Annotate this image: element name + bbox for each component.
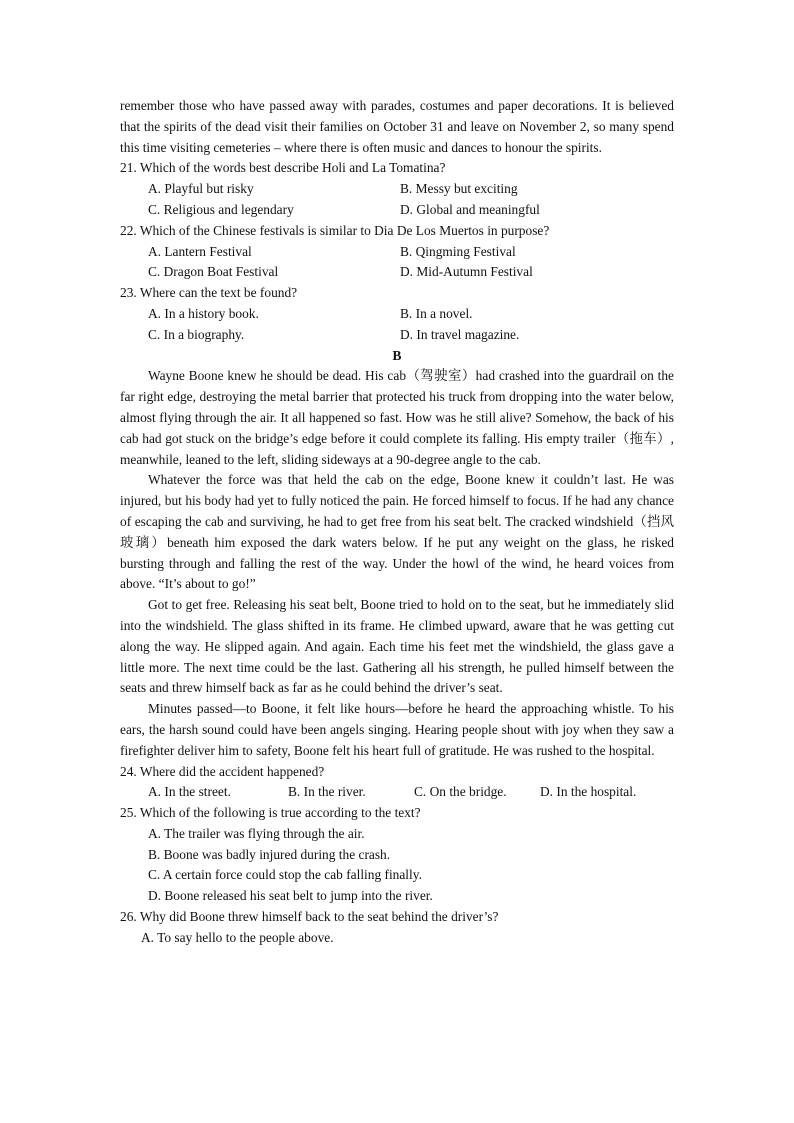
option-d: D. In the hospital.	[540, 784, 637, 800]
option-a: A. In the street.	[148, 784, 231, 800]
option-c: C. Dragon Boat Festival	[148, 264, 279, 280]
question-stem: 22. Which of the Chinese festivals is similar to Dia De Los Muertos in purpose?	[120, 222, 550, 238]
option-c: C. In a biography.	[148, 326, 245, 342]
question-stem: 23. Where can the text be found?	[120, 285, 298, 301]
question-26	[120, 907, 674, 949]
option-b: B. Messy but exciting	[400, 181, 518, 197]
option-c: C. On the bridge.	[414, 784, 507, 800]
options-row	[120, 782, 674, 803]
option-b: B. Qingming Festival	[400, 243, 516, 259]
question-23	[120, 283, 674, 345]
question-22	[120, 221, 674, 283]
passage-paragraph-1: Wayne Boone knew he should be dead. His cab（驾驶室）had crashed into the guardrail on the far right edge, destroying the metal barrier that protected his truck from dropping into the water below, almost flying through the air. It all happened so fast. How was he still alive? Somehow, the back of his cab had got stuck on the bridge’s edge before it could complete its falling. His empty trailer（拖车）, meanwhile, leaned to the left, sliding sideways at a 90-degree angle to the cab.	[120, 368, 674, 467]
option-b: B. In the river.	[288, 784, 366, 800]
options-grid	[120, 242, 674, 284]
passage-paragraph-3: Got to get free. Releasing his seat belt, Boone tried to hold on to the seat, but he immediately slid into the windshield. The glass shifted in its frame. He climbed upward, aware that he was getting cut along the way. He slipped again. And again. Each time his feet met the windshield, the glass gave a little more. The next time could be the last. Gathering all his strength, he pulled himself between the seats and threw himself back as far as he could behind the driver’s seat.	[120, 597, 674, 696]
option-d: D. Mid-Autumn Festival	[400, 264, 533, 280]
document-page	[120, 96, 674, 949]
question-25	[120, 803, 674, 907]
option-d: D. Boone released his seat belt to jump into the river.	[148, 888, 433, 904]
question-24	[120, 762, 674, 804]
question-stem: 25. Which of the following is true according to the text?	[120, 805, 421, 821]
option-a: A. Lantern Festival	[148, 243, 252, 259]
options-grid	[120, 179, 674, 221]
option-a: A. To say hello to the people above.	[141, 929, 334, 945]
question-stem: 24. Where did the accident happened?	[120, 763, 325, 779]
passage-paragraph-4: Minutes passed—to Boone, it felt like hours—before he heard the approaching whistle. To his ears, the harsh sound could have been angels singing. Hearing people shout with joy when they saw a firefighter deliver him to safety, Boone felt his heart full of gratitude. He was rushed to the hospital.	[120, 701, 674, 758]
option-d: D. Global and meaningful	[400, 201, 540, 217]
section-b-heading: B	[392, 347, 402, 363]
options-grid	[120, 304, 674, 346]
option-b: B. In a novel.	[400, 305, 473, 321]
option-c: C. Religious and legendary	[148, 201, 294, 217]
option-a: A. The trailer was flying through the air.	[148, 825, 365, 841]
option-a: A. Playful but risky	[148, 181, 254, 197]
options-list	[120, 928, 674, 949]
question-21	[120, 158, 674, 220]
option-a: A. In a history book.	[148, 305, 259, 321]
question-stem: 21. Which of the words best describe Holi and La Tomatina?	[120, 160, 446, 176]
options-list	[120, 824, 674, 907]
question-stem: 26. Why did Boone threw himself back to the seat behind the driver’s?	[120, 909, 499, 925]
passage-paragraph-2: Whatever the force was that held the cab on the edge, Boone knew it couldn’t last. He was injured, but his body had yet to fully noticed the pain. He forced himself to focus. If he had any chance of escaping the cab and surviving, he had to get free from his seat belt. The cracked windshield（挡风玻璃）beneath him exposed the dark waters below. If he put any weight on the glass, he risked bursting through and falling the rest of the way. Under the howl of the wind, he heard voices from above. “It’s about to go!”	[120, 472, 674, 592]
intro-paragraph: remember those who have passed away with parades, costumes and paper decorations. It is believed that the spirits of the dead visit their families on October 31 and leave on November 2, so many spend this time visiting cemeteries – where there is often music and dances to honour the spirits.	[120, 98, 674, 155]
option-b: B. Boone was badly injured during the crash.	[148, 846, 391, 862]
option-d: D. In travel magazine.	[400, 326, 520, 342]
option-c: C. A certain force could stop the cab falling finally.	[148, 867, 422, 883]
